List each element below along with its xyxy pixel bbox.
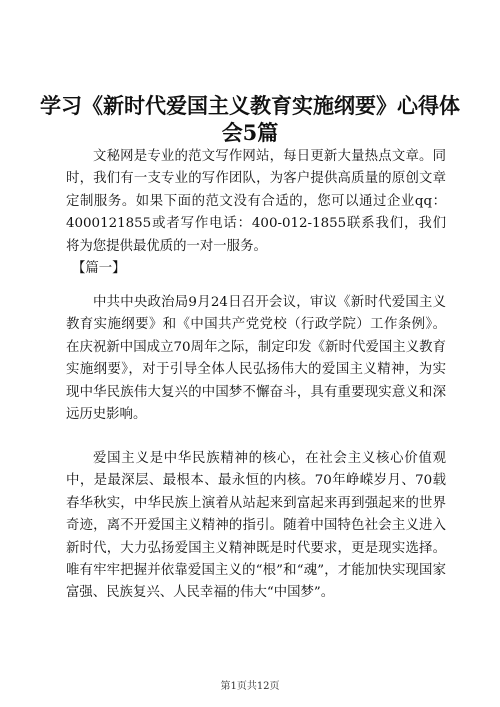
- body-paragraph-2: 爱国主义是中华民族精神的核心，在社会主义核心价值观中，是最深层、最根本、最永恒的内核。70年峥嵘岁月、70载春华秋实，中华民族上演着从站起来到富起来再到强起来的世界奇迹，离不开爱国主义精神的指引。随着中国特色社会主义进入新时代，大力弘扬爱国主义精神既是时代要求，更是现实选择。唯有牢牢把握并依靠爱国主义的“根”和“魂”，才能加快实现国家富强、民族复兴、人民幸福的伟大“中国梦”。: [66, 451, 446, 601]
- section-heading: 【篇一】: [72, 261, 126, 276]
- body-paragraph-1: 中共中央政治局9月24日召开会议，审议《新时代爱国主义教育实施纲要》和《中国共产党党校（行政学院）工作条例》。在庆祝新中国成立70周年之际，制定印发《新时代爱国主义教育实施纲要》，对于引导全体人民弘扬伟大的爱国主义精神，为实现中华民族伟大复兴的中国梦不懈奋斗，具有重要现实意义和深远历史影响。: [66, 295, 446, 423]
- intro-paragraph: 文秘网是专业的范文写作网站，每日更新大量热点文章。同时，我们有一支专业的写作团队，为客户提供高质量的原创文章定制服务。如果下面的范文没有合适的，您可以通过企业qq：4000121855或者写作电话：400-012-1855联系我们，我们将为您提供最优质的一对一服务。: [66, 149, 446, 254]
- page-footer: [0, 680, 500, 694]
- document-title: 学习《新时代爱国主义教育实施纲要》心得体会5篇: [40, 93, 460, 145]
- page-indicator: 第1页共12页: [220, 681, 280, 692]
